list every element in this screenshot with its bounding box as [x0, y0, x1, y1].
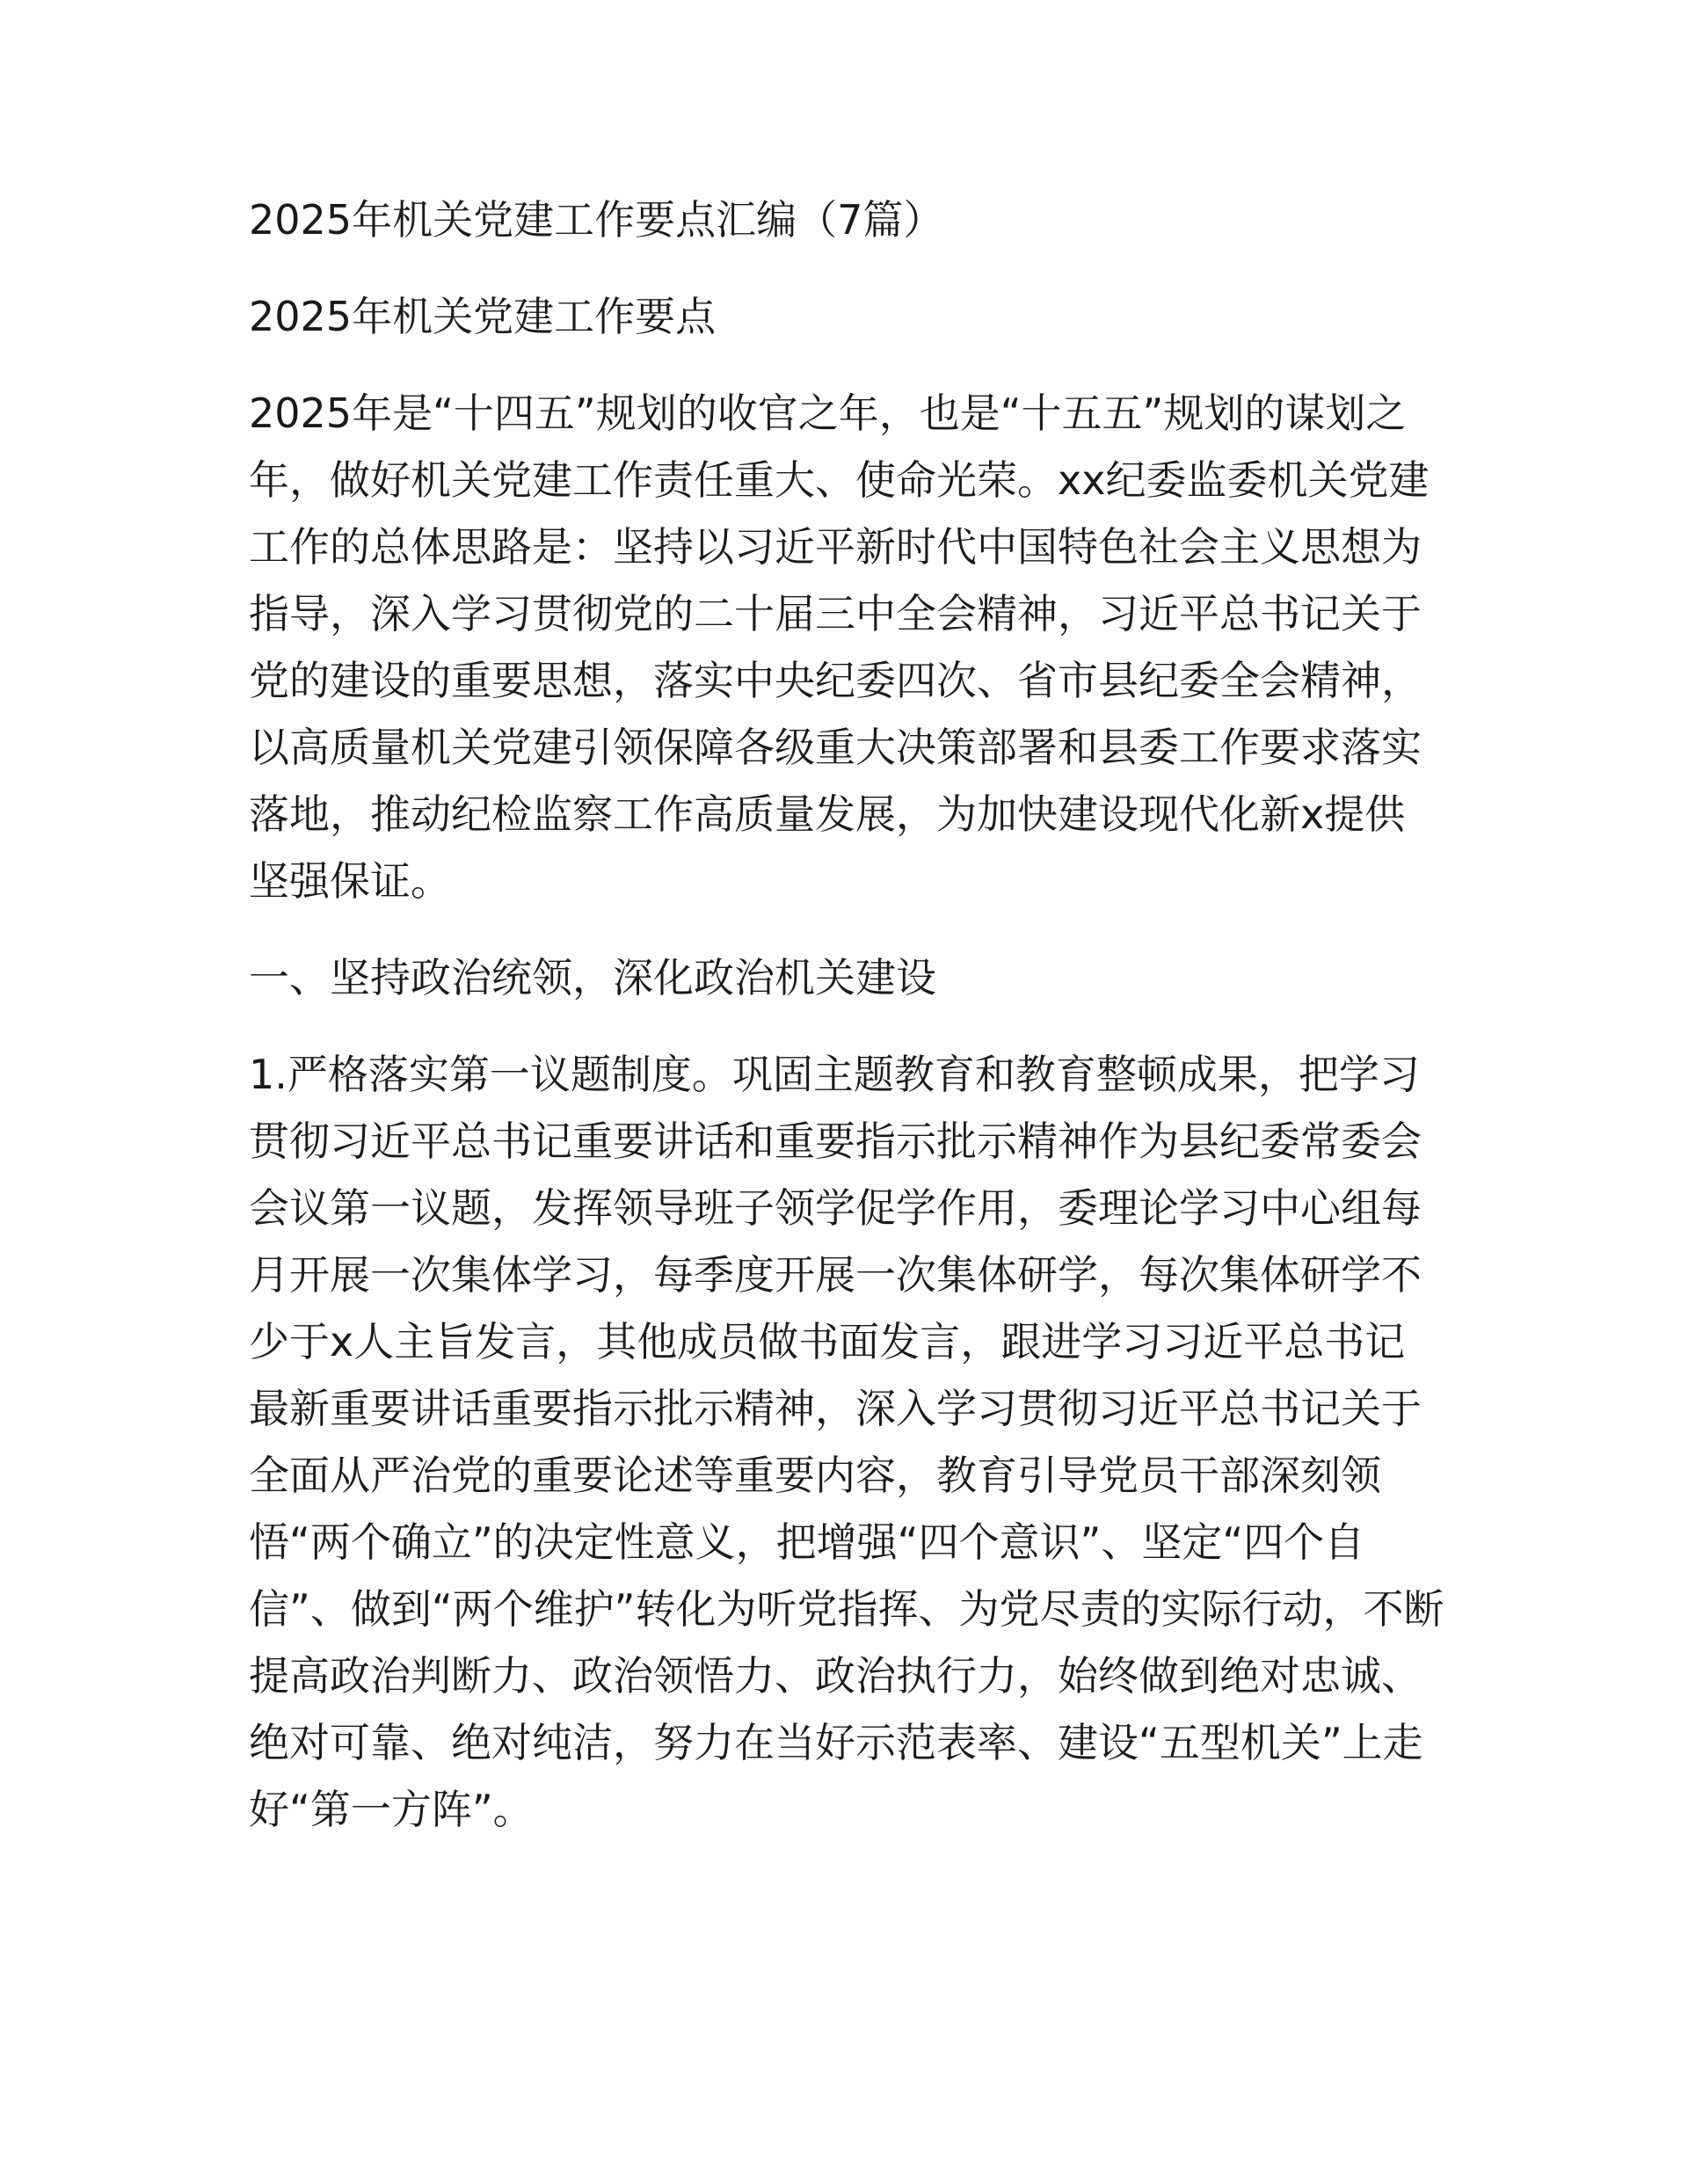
section-title: 2025年机关党建工作要点 — [249, 293, 717, 340]
intro-paragraph: 2025年是“十四五”规划的收官之年，也是“十五五”规划的谋划之年，做好机关党建工作责任重大、使命光荣。xx纪委监委机关党建工作的总体思路是：坚持以习近平新时代中国特色社会主义思想为指导，深入学习贯彻党的二十届三中全会精神，习近平总书记关于党的建设的重要思想，落实中央纪委四次、省市县纪委全会精神，以高质量机关党建引领保障各级重大决策部署和县委工作要求落实落地，推动纪检监察工作高质量发展，为加快建设现代化新x提供坚强保证。 — [249, 389, 1430, 905]
heading-1: 一、坚持政治统领，深化政治机关建设 — [249, 954, 936, 1001]
document-body — [249, 186, 1444, 1843]
paragraph-1: 1.严格落实第一议题制度。巩固主题教育和教育整顿成果，把学习贯彻习近平总书记重要讲话和重要指示批示精神作为县纪委常委会会议第一议题，发挥领导班子领学促学作用，委理论学习中心组每月开展一次集体学习，每季度开展一次集体研学，每次集体研学不少于x人主旨发言，其他成员做书面发言，跟进学习习近平总书记最新重要讲话重要指示批示精神，深入学习贯彻习近平总书记关于全面从严治党的重要论述等重要内容，教育引导党员干部深刻领悟“两个确立”的决定性意义，把增强“四个意识”、坚定“四个自信”、做到“两个维护”转化为听党指挥、为党尽责的实际行动，不断提高政治判断力、政治领悟力、政治执行力，始终做到绝对忠诚、绝对可靠、绝对纯洁，努力在当好示范表率、建设“五型机关”上走好“第一方阵”。 — [249, 1051, 1444, 1833]
document-title: 2025年机关党建工作要点汇编（7篇） — [249, 196, 944, 244]
